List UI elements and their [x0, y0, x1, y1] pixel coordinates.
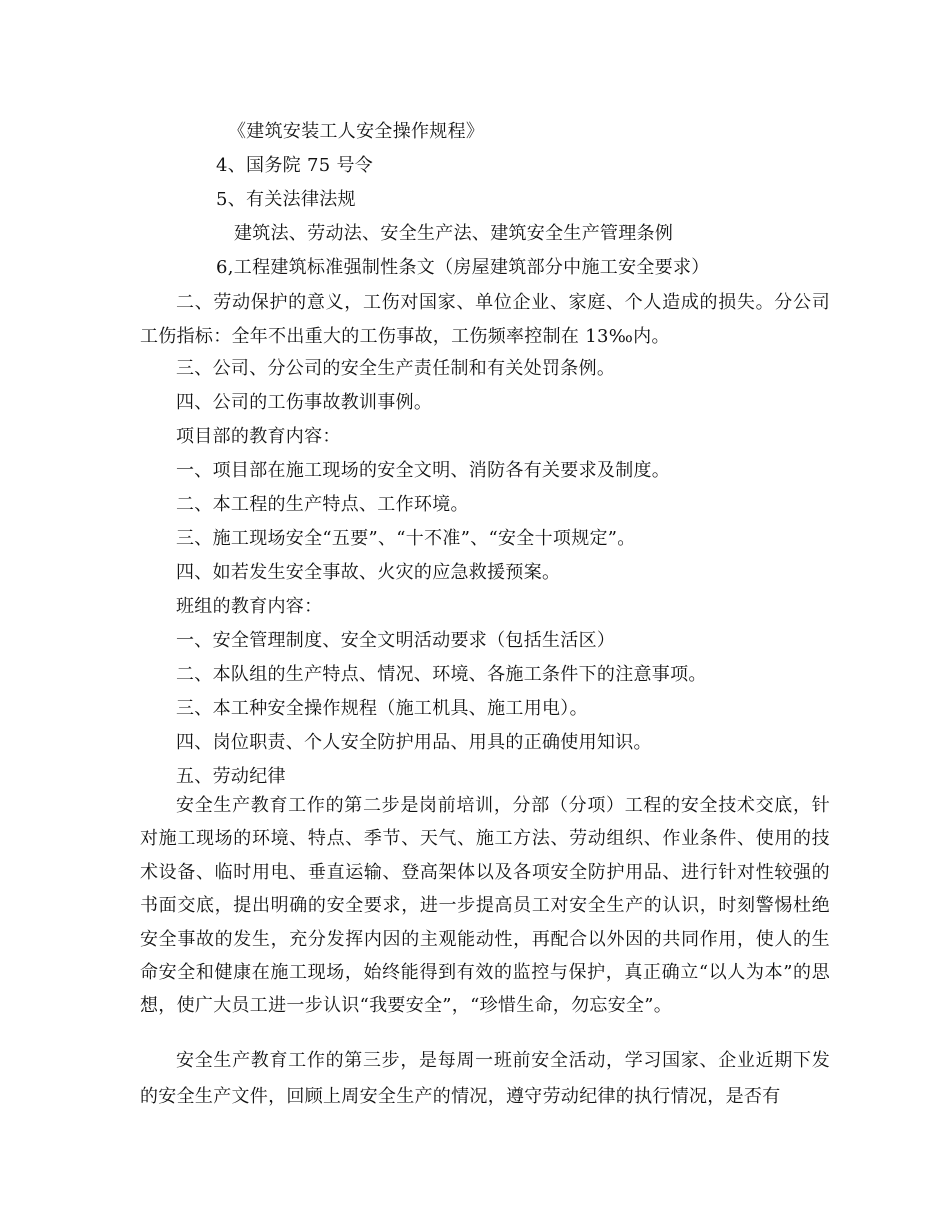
list-item: 三、施工现场安全“五要”、“十不准”、“安全十项规定”。	[176, 528, 636, 549]
list-item: 一、项目部在施工现场的安全文明、消防各有关要求及制度。	[176, 460, 671, 481]
list-item: 四、如若发生安全事故、火灾的应急救援预案。	[176, 562, 561, 583]
list-item: 三、公司、分公司的安全生产责任制和有关处罚条例。	[176, 358, 616, 379]
list-item-standards: 6,工程建筑标准强制性条文（房屋建筑部分中施工安全要求）	[216, 257, 710, 278]
regulation-title-line: 《建筑安装工人安全操作规程》	[228, 121, 485, 142]
list-item: 四、岗位职责、个人安全防护用品、用具的正确使用知识。	[176, 732, 652, 753]
step-three-paragraph: 安全生产教育工作的第三步，是每周一班前安全活动，学习国家、企业近期下发的安全生产文件，回顾上周安全生产的情况，遵守劳动纪律的执行情况，是否有	[140, 1050, 830, 1107]
section-heading-project: 项目部的教育内容：	[176, 426, 341, 447]
list-item-state-council-order: 4、国务院 75 号令	[216, 155, 374, 176]
labor-protection-paragraph: 二、劳动保护的意义，工伤对国家、单位企业、家庭、个人造成的损失。分公司工伤指标：全年不出重大的工伤事故，工伤频率控制在 13‰内。	[140, 292, 830, 347]
list-item-laws: 5、有关法律法规	[216, 189, 356, 210]
list-item: 三、本工种安全操作规程（施工机具、施工用电）。	[176, 698, 588, 719]
list-item: 二、本队组的生产特点、情况、环境、各施工条件下的注意事项。	[176, 664, 707, 685]
list-item: 四、公司的工伤事故教训事例。	[176, 392, 433, 413]
step-two-paragraph: 安全生产教育工作的第二步是岗前培训，分部（分项）工程的安全技术交底，针对施工现场的环境、特点、季节、天气、施工方法、劳动组织、作业条件、使用的技术设备、临时用电、垂直运输、登高架体以及各项安全防护用品、进行针对性较强的书面交底，提出明确的安全要求，进一步提高员工对安全生产的认识，时刻警惕杜绝安全事故的发生，充分发挥内因的主观能动性，再配合以外因的共同作用，使人的生命安全和健康在施工现场，始终能得到有效的监控与保护，真正确立“以人为本”的思想，使广大员工进一步认识“我要安全”，“珍惜生命，勿忘安全”。	[140, 795, 830, 1017]
list-item: 二、本工程的生产特点、工作环境。	[176, 494, 469, 515]
list-item: 五、劳动纪律	[176, 766, 286, 787]
list-item: 一、安全管理制度、安全文明活动要求（包括生活区）	[176, 630, 616, 651]
section-heading-team: 班组的教育内容：	[176, 596, 323, 617]
laws-detail-line: 建筑法、劳动法、安全生产法、建筑安全生产管理条例	[234, 223, 674, 244]
